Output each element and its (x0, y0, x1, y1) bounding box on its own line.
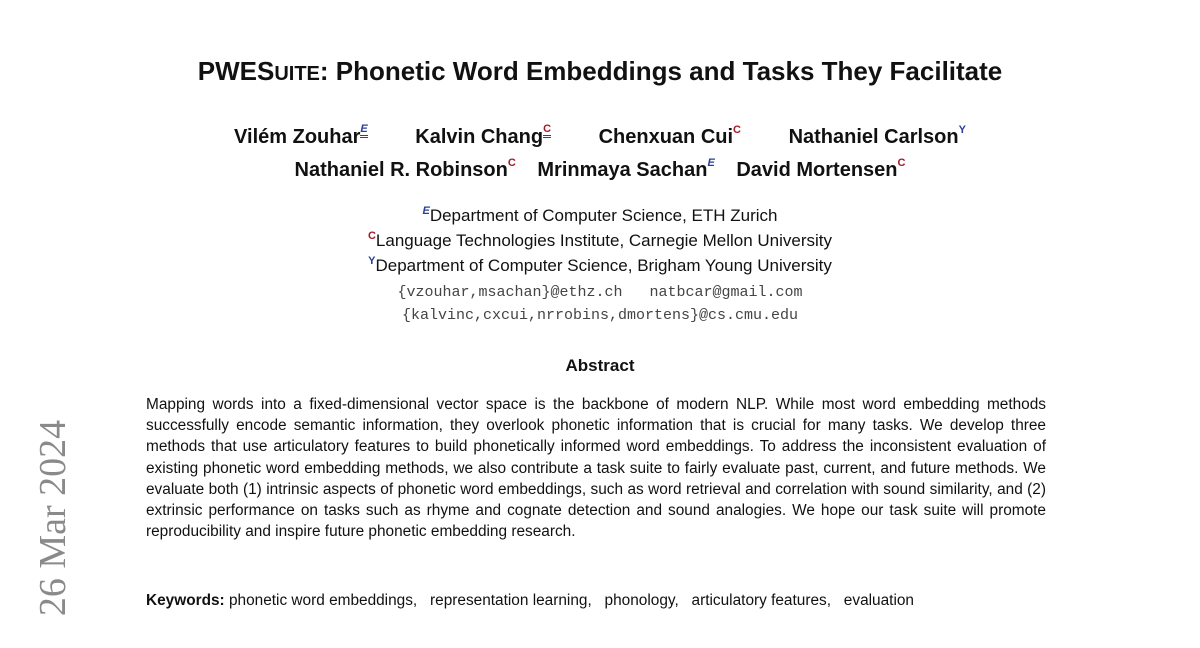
affiliation-mark: Y (368, 255, 376, 267)
abstract-heading: Abstract (565, 356, 635, 375)
affiliation-mark: C (507, 157, 516, 169)
affiliation-mark: E (707, 157, 715, 169)
author-list-row-2 (0, 159, 1200, 182)
author (537, 159, 714, 182)
author (415, 123, 552, 149)
email-line-2: {kalvinc,cxcui,nrrobins,dmortens}@cs.cmu.edu (401, 307, 799, 324)
author-name: Mrinmaya Sachan (537, 159, 708, 181)
affiliation-text: Department of Computer Science, ETH Zurich (429, 206, 778, 225)
author-name: Kalvin Chang (415, 126, 544, 148)
affiliation-mark: E (422, 205, 430, 217)
title-name-small: UITE (274, 63, 320, 85)
keywords-label: Keywords: (146, 592, 225, 609)
affiliation-mark: C (543, 123, 551, 138)
arxiv-date-stamp (26, 412, 80, 624)
affiliation-text: Department of Computer Science, Brigham Young University (375, 256, 832, 275)
affiliation-text: Language Technologies Institute, Carnegie Mellon University (375, 231, 833, 250)
arxiv-date-text: 26 Mar 2024 (32, 419, 74, 617)
author (599, 126, 741, 149)
affiliation-eth (0, 206, 1200, 226)
author-name: Vilém Zouhar (234, 126, 361, 148)
author-name: David Mortensen (736, 159, 898, 181)
author-name: Nathaniel R. Robinson (294, 159, 508, 181)
author (789, 126, 966, 149)
paper-title (0, 56, 1200, 87)
affiliation-mark: C (897, 157, 906, 169)
keywords-list: phonetic word embeddings, representation learning, phonology, articulatory features, evaluation (228, 592, 914, 609)
abstract-body: Mapping words into a fixed-dimensional vector space is the backbone of modern NLP. While most word embedding methods successfully encode semantic information, they overlook phonetic information that is crucial for many tasks. We develop three methods that use articulatory features to build phonetically informed word embeddings. To address the inconsistent evaluation of existing phonetic word embedding methods, we also contribute a task suite to fairly evaluate past, current, and future methods. We evaluate both (1) intrinsic aspects of phonetic word embeddings, such as word retrieval and correlation with sound similarity, and (2) extrinsic performance on tasks such as rhyme and cognate detection and sound analogies. We hope our task suite will promote reproducibility and inspire future phonetic embedding research. (146, 396, 1046, 541)
author-name: Chenxuan Cui (598, 126, 734, 148)
title-name-big: PWES (197, 56, 275, 86)
affiliation-mark: E (360, 123, 367, 138)
author (234, 123, 368, 149)
affiliation-byu (0, 256, 1200, 276)
affiliation-mark: C (733, 124, 741, 136)
affiliation-mark: Y (958, 124, 966, 136)
email-line-1: {vzouhar,msachan}@ethz.ch natbcar@gmail.com (397, 284, 803, 301)
author-list-row-1 (0, 123, 1200, 149)
title-rest: : Phonetic Word Embeddings and Tasks They Facilitate (319, 56, 1003, 86)
affiliation-cmu (0, 231, 1200, 251)
author (295, 159, 516, 182)
author (736, 159, 905, 182)
author-name: Nathaniel Carlson (788, 126, 959, 148)
keywords-line (146, 592, 914, 610)
affiliation-mark: C (367, 230, 376, 242)
